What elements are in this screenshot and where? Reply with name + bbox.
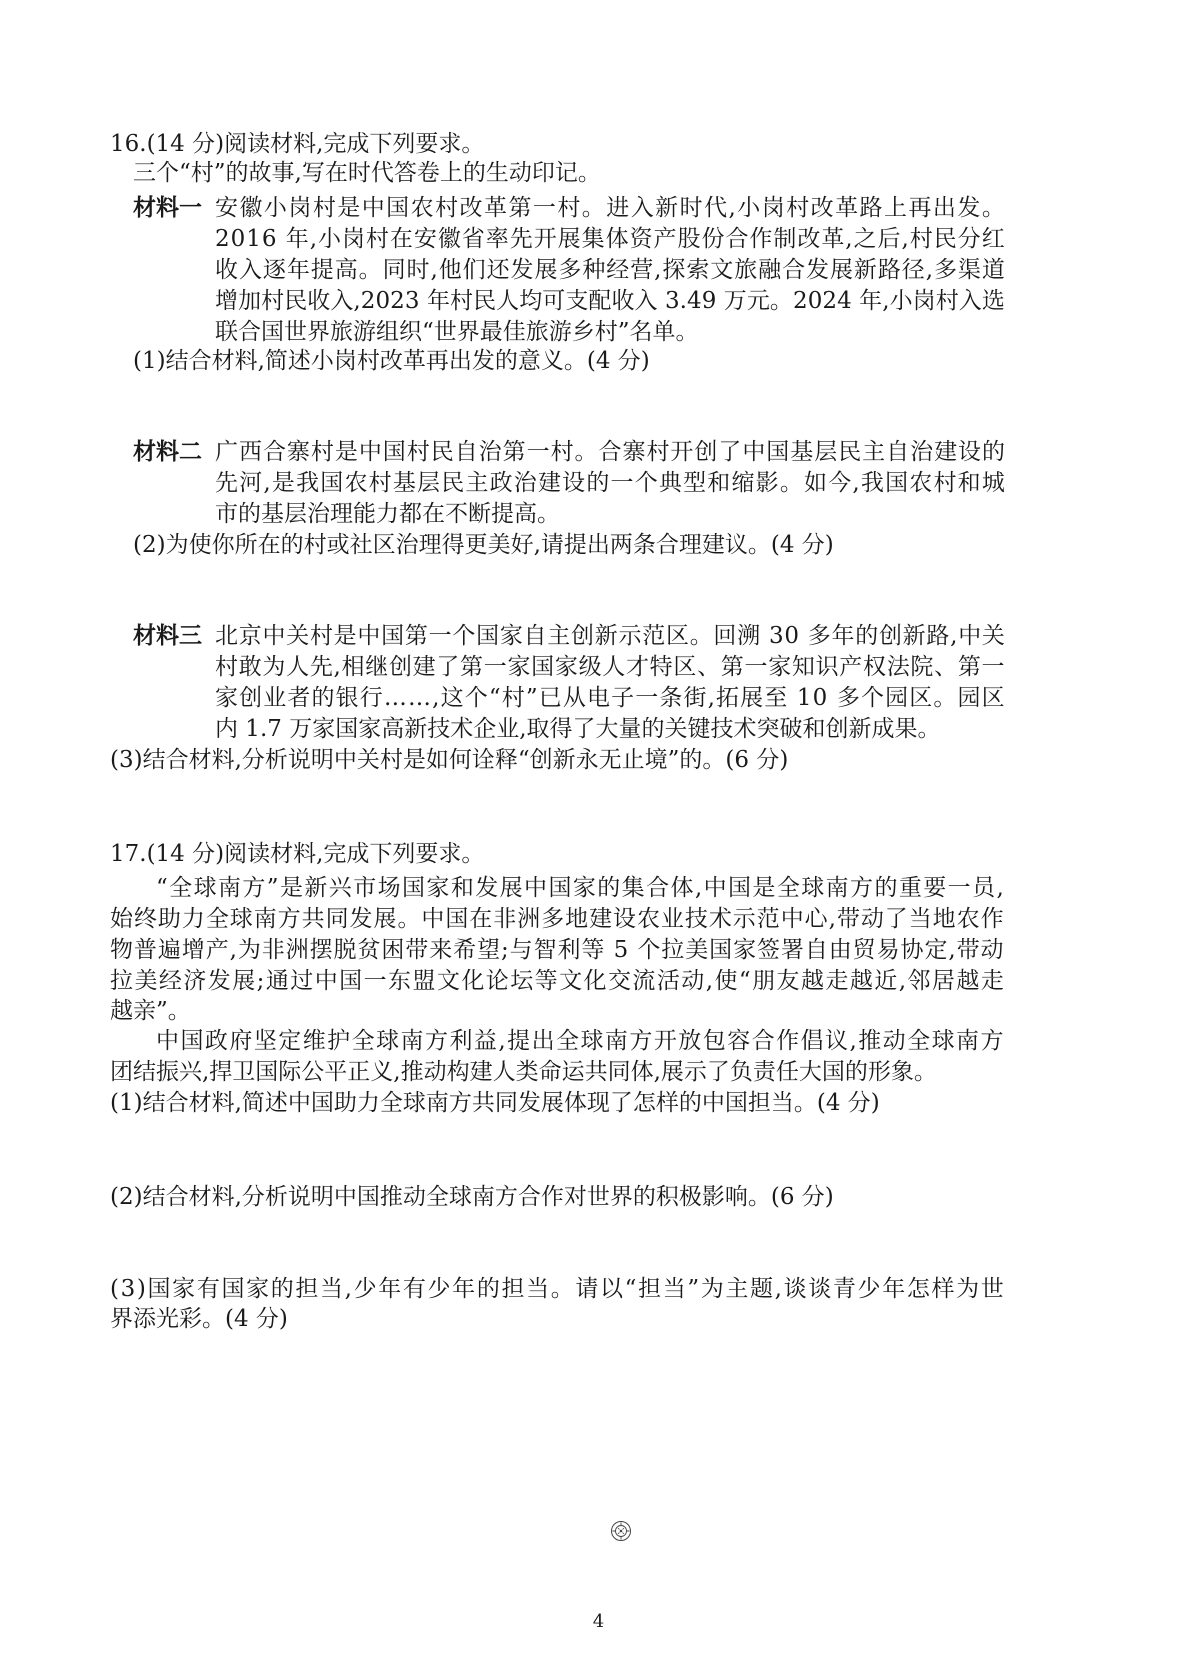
material-3-line: 村 敢 为 人 先 , 相 继 创 建 了 第 一 家 国 家 级 人 才 特 区 、 第 一 家 知 识 产 权 法 院 、 第 一 (215, 654, 1005, 680)
q17-subquestion-3-line: ( 3 ) 国 家 有 国 家 的 担 当 , 少 年 有 少 年 的 担 当 。 请 以 “ 担 当 ” 为 主 题 , 谈 谈 青 少 年 怎 样 为 世 (110, 1276, 1004, 1302)
material-1-line: 2 0 1 6 年 , 小 岗 村 在 安 徽 省 率 先 开 展 集 体 资 产 股 份 合 作 制 改 革 , 之 后 , 村 民 分 红 (215, 226, 1005, 252)
material-2-line: 先 河 , 是 我 国 农 村 基 层 民 主 政 治 建 设 的 一 个 典 型 和 缩 影 。 如 今 , 我 国 农 村 和 城 (215, 470, 1005, 496)
q17-paragraph-2-line: 团结振兴,捍卫国际公平正义,推动构建人类命运共同体,展示了负责任大国的形象。 (110, 1059, 937, 1085)
q17-subquestion-2: (2)结合材料,分析说明中国推动全球南方合作对世界的积极影响。(6 分) (110, 1184, 834, 1210)
q17-paragraph-1-line: 越亲”。 (110, 998, 191, 1024)
q16-subquestion-2: (2)为使你所在的村或社区治理得更美好,请提出两条合理建议。(4 分) (133, 532, 834, 558)
material-2-label: 材料二 (133, 439, 202, 465)
q17-paragraph-1-line: “ 全 球 南 方 ” 是 新 兴 市 场 国 家 和 发 展 中 国 家 的 集 合 体 , 中 国 是 全 球 南 方 的 重 要 一 员 , (156, 875, 1004, 901)
material-1-line: 收 入 逐 年 提 高 。 同 时 , 他 们 还 发 展 多 种 经 营 , 探 索 文 旅 融 合 发 展 新 路 径 , 多 渠 道 (215, 257, 1005, 283)
material-3-label: 材料三 (133, 623, 202, 649)
q17-subquestion-1: (1)结合材料,简述中国助力全球南方共同发展体现了怎样的中国担当。(4 分) (110, 1090, 880, 1116)
material-1-line: 联合国世界旅游组织“世界最佳旅游乡村”名单。 (215, 319, 699, 345)
q17-paragraph-1-line: 拉 美 经 济 发 展 ; 通 过 中 国 一 东 盟 文 化 论 坛 等 文 化 交 流 活 动 , 使 “ 朋 友 越 走 越 近 , 邻 居 越 走 (110, 968, 1004, 994)
material-3-line: 家 创 业 者 的 银 行 … … , 这 个 “ 村 ” 已 从 电 子 一 条 街 , 拓 展 至 1 0 多 个 园 区 。 园 区 (215, 685, 1005, 711)
q16-subquestion-1: (1)结合材料,简述小岗村改革再出发的意义。(4 分) (133, 348, 650, 374)
ornament-icon (610, 1520, 632, 1542)
material-3-line: 内 1.7 万家国家高新技术企业,取得了大量的关键技术突破和创新成果。 (215, 716, 941, 742)
q17-paragraph-2-line: 中 国 政 府 坚 定 维 护 全 球 南 方 利 益 , 提 出 全 球 南 方 开 放 包 容 合 作 倡 议 , 推 动 全 球 南 方 (156, 1028, 1004, 1054)
q17-paragraph-1-line: 物 普 遍 增 产 , 为 非 洲 摆 脱 贫 困 带 来 希 望 ; 与 智 利 等 5 个 拉 美 国 家 签 署 自 由 贸 易 协 定 , 带 动 (110, 937, 1004, 963)
q17-subquestion-3-line: 界添光彩。(4 分) (110, 1306, 288, 1332)
page-number: 4 (592, 1611, 605, 1632)
q17-paragraph-1-line: 始 终 助 力 全 球 南 方 共 同 发 展 。 中 国 在 非 洲 多 地 建 设 农 业 技 术 示 范 中 心 , 带 动 了 当 地 农 作 (110, 906, 1004, 932)
q16-subquestion-3: (3)结合材料,分析说明中关村是如何诠释“创新永无止境”的。(6 分) (110, 747, 789, 773)
material-1-label: 材料一 (133, 195, 202, 221)
material-2-line: 广 西 合 寨 村 是 中 国 村 民 自 治 第 一 村 。 合 寨 村 开 创 了 中 国 基 层 民 主 自 治 建 设 的 (215, 439, 1005, 465)
q16-intro: 三个“村”的故事,写在时代答卷上的生动印记。 (133, 160, 601, 186)
material-3-line: 北 京 中 关 村 是 中 国 第 一 个 国 家 自 主 创 新 示 范 区 。 回 溯 3 0 多 年 的 创 新 路 , 中 关 (215, 623, 1005, 649)
material-1-line: 安 徽 小 岗 村 是 中 国 农 村 改 革 第 一 村 。 进 入 新 时 代 , 小 岗 村 改 革 路 上 再 出 发 。 (215, 195, 1005, 221)
q17-header: 17.(14 分)阅读材料,完成下列要求。 (110, 841, 485, 867)
material-2-line: 市的基层治理能力都在不断提高。 (215, 501, 560, 527)
q16-header: 16.(14 分)阅读材料,完成下列要求。 (110, 131, 485, 157)
material-1-line: 增 加 村 民 收 入 , 2 0 2 3 年 村 民 人 均 可 支 配 收 入 3 . 4 9 万 元 。 2 0 2 4 年 , 小 岗 村 入 选 (215, 288, 1005, 314)
